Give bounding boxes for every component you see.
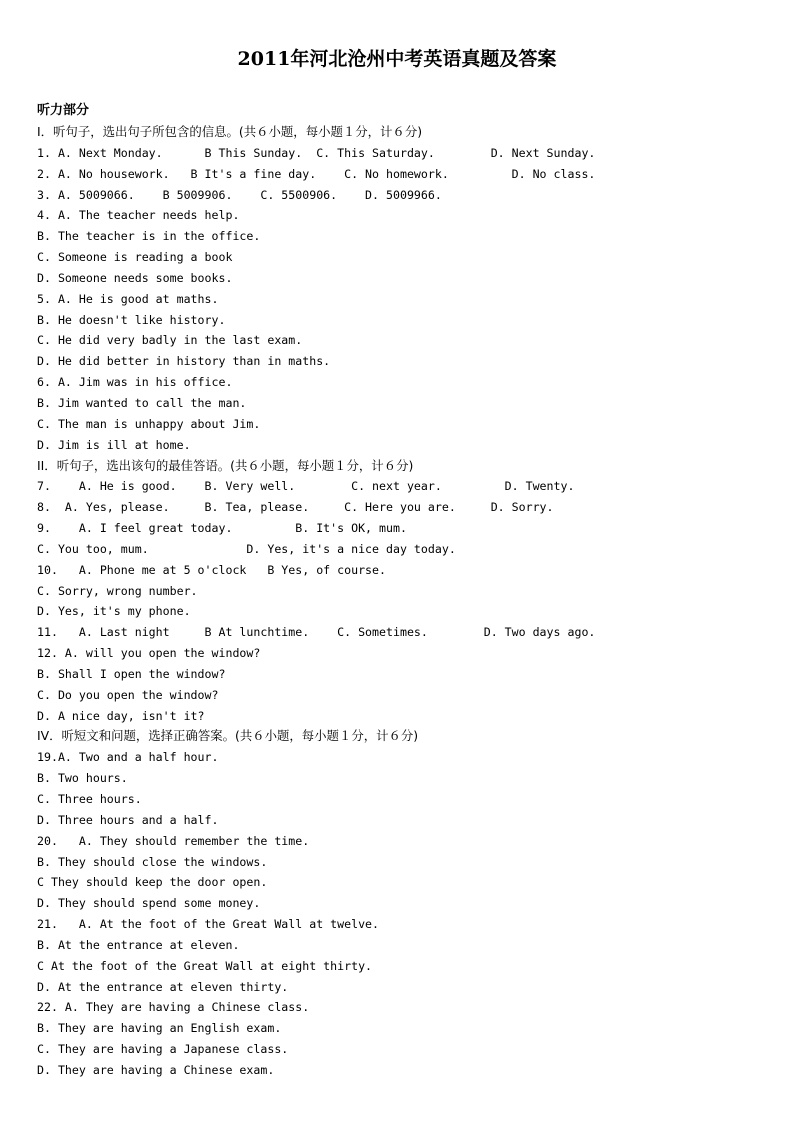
section-heading: IV．听短文和问题，选择正确答案。(共６小题，每小题１分，计６分) — [37, 728, 419, 744]
question-line: 7. A. He is good. B. Very well. C. next year. D. Twenty. — [37, 479, 575, 494]
exam-body — [37, 122, 777, 1081]
question-line: 22. A. They are having a Chinese class. — [37, 1000, 310, 1015]
question-line: D. He did better in history than in maths. — [37, 354, 331, 369]
document-title: 2011年河北沧州中考英语真题及答案 — [237, 48, 557, 70]
question-line: 20. A. They should remember the time. — [37, 833, 310, 848]
question-line: C. Do you open the window? — [37, 687, 219, 702]
question-line: 10. A. Phone me at 5 o'clock B Yes, of course. — [37, 562, 387, 577]
question-line: D. Three hours and a half. — [37, 812, 219, 827]
question-line: 11. A. Last night B At lunchtime. C. Sometimes. D. Two days ago. — [37, 625, 596, 640]
question-line: 1. A. Next Monday. B This Sunday. C. This Saturday. D. Next Sunday. — [37, 145, 596, 160]
question-line: C. Sorry, wrong number. — [37, 583, 198, 598]
question-line: 3. A. 5009066. B 5009906. C. 5500906. D. 5009966. — [37, 187, 442, 202]
question-line: C. He did very badly in the last exam. — [37, 333, 303, 348]
question-line: 8. A. Yes, please. B. Tea, please. C. Here you are. D. Sorry. — [37, 500, 554, 515]
question-line: B. At the entrance at eleven. — [37, 937, 240, 952]
question-line: 2. A. No housework. B It's a fine day. C. No homework. D. No class. — [37, 166, 596, 181]
question-line: 19.A. Two and a half hour. — [37, 750, 219, 765]
question-line: C. Three hours. — [37, 792, 142, 806]
question-line: D. They should spend some money. — [37, 896, 261, 911]
question-line: D. They are having a Chinese exam. — [37, 1062, 275, 1077]
question-line: D. At the entrance at eleven thirty. — [37, 979, 289, 994]
section-heading: II．听句子，选出该句的最佳答语。(共６小题，每小题１分，计６分) — [37, 457, 414, 473]
question-line: B. They should close the windows. — [37, 854, 268, 869]
question-line: 4. A. The teacher needs help. — [37, 208, 240, 223]
question-line: C. You too, mum. D. Yes, it's a nice day today. — [37, 541, 456, 556]
question-line: 21. A. At the foot of the Great Wall at twelve. — [37, 917, 380, 932]
question-line: D. Jim is ill at home. — [37, 437, 191, 452]
question-line: D. Yes, it's my phone. — [37, 604, 191, 619]
question-line: C. The man is unhappy about Jim. — [37, 416, 261, 431]
question-line: 5. A. He is good at maths. — [37, 291, 219, 306]
question-line: 12. A. will you open the window? — [37, 646, 261, 661]
question-line: C At the foot of the Great Wall at eight thirty. — [37, 958, 373, 973]
question-line: C. They are having a Japanese class. — [37, 1042, 289, 1057]
question-line: B. Two hours. — [37, 771, 128, 786]
question-line: C They should keep the door open. — [37, 875, 268, 890]
question-line: B. The teacher is in the office. — [37, 229, 261, 244]
question-line: 6. A. Jim was in his office. — [37, 375, 233, 390]
question-line: B. They are having an English exam. — [37, 1021, 282, 1036]
question-line: B. Jim wanted to call the man. — [37, 395, 247, 410]
question-line: D. A nice day, isn't it? — [37, 708, 205, 723]
question-line: C. Someone is reading a book — [37, 250, 233, 265]
section-label-listening: 听力部分 — [37, 103, 90, 118]
question-line: D. Someone needs some books. — [37, 270, 233, 285]
question-line: B. Shall I open the window? — [37, 666, 226, 681]
section-heading: I．听句子，选出句子所包含的信息。(共６小题，每小题１分，计６分) — [37, 124, 423, 139]
question-line: 9. A. I feel great today. B. It's OK, mum. — [37, 521, 407, 536]
question-line: B. He doesn't like history. — [37, 312, 226, 327]
